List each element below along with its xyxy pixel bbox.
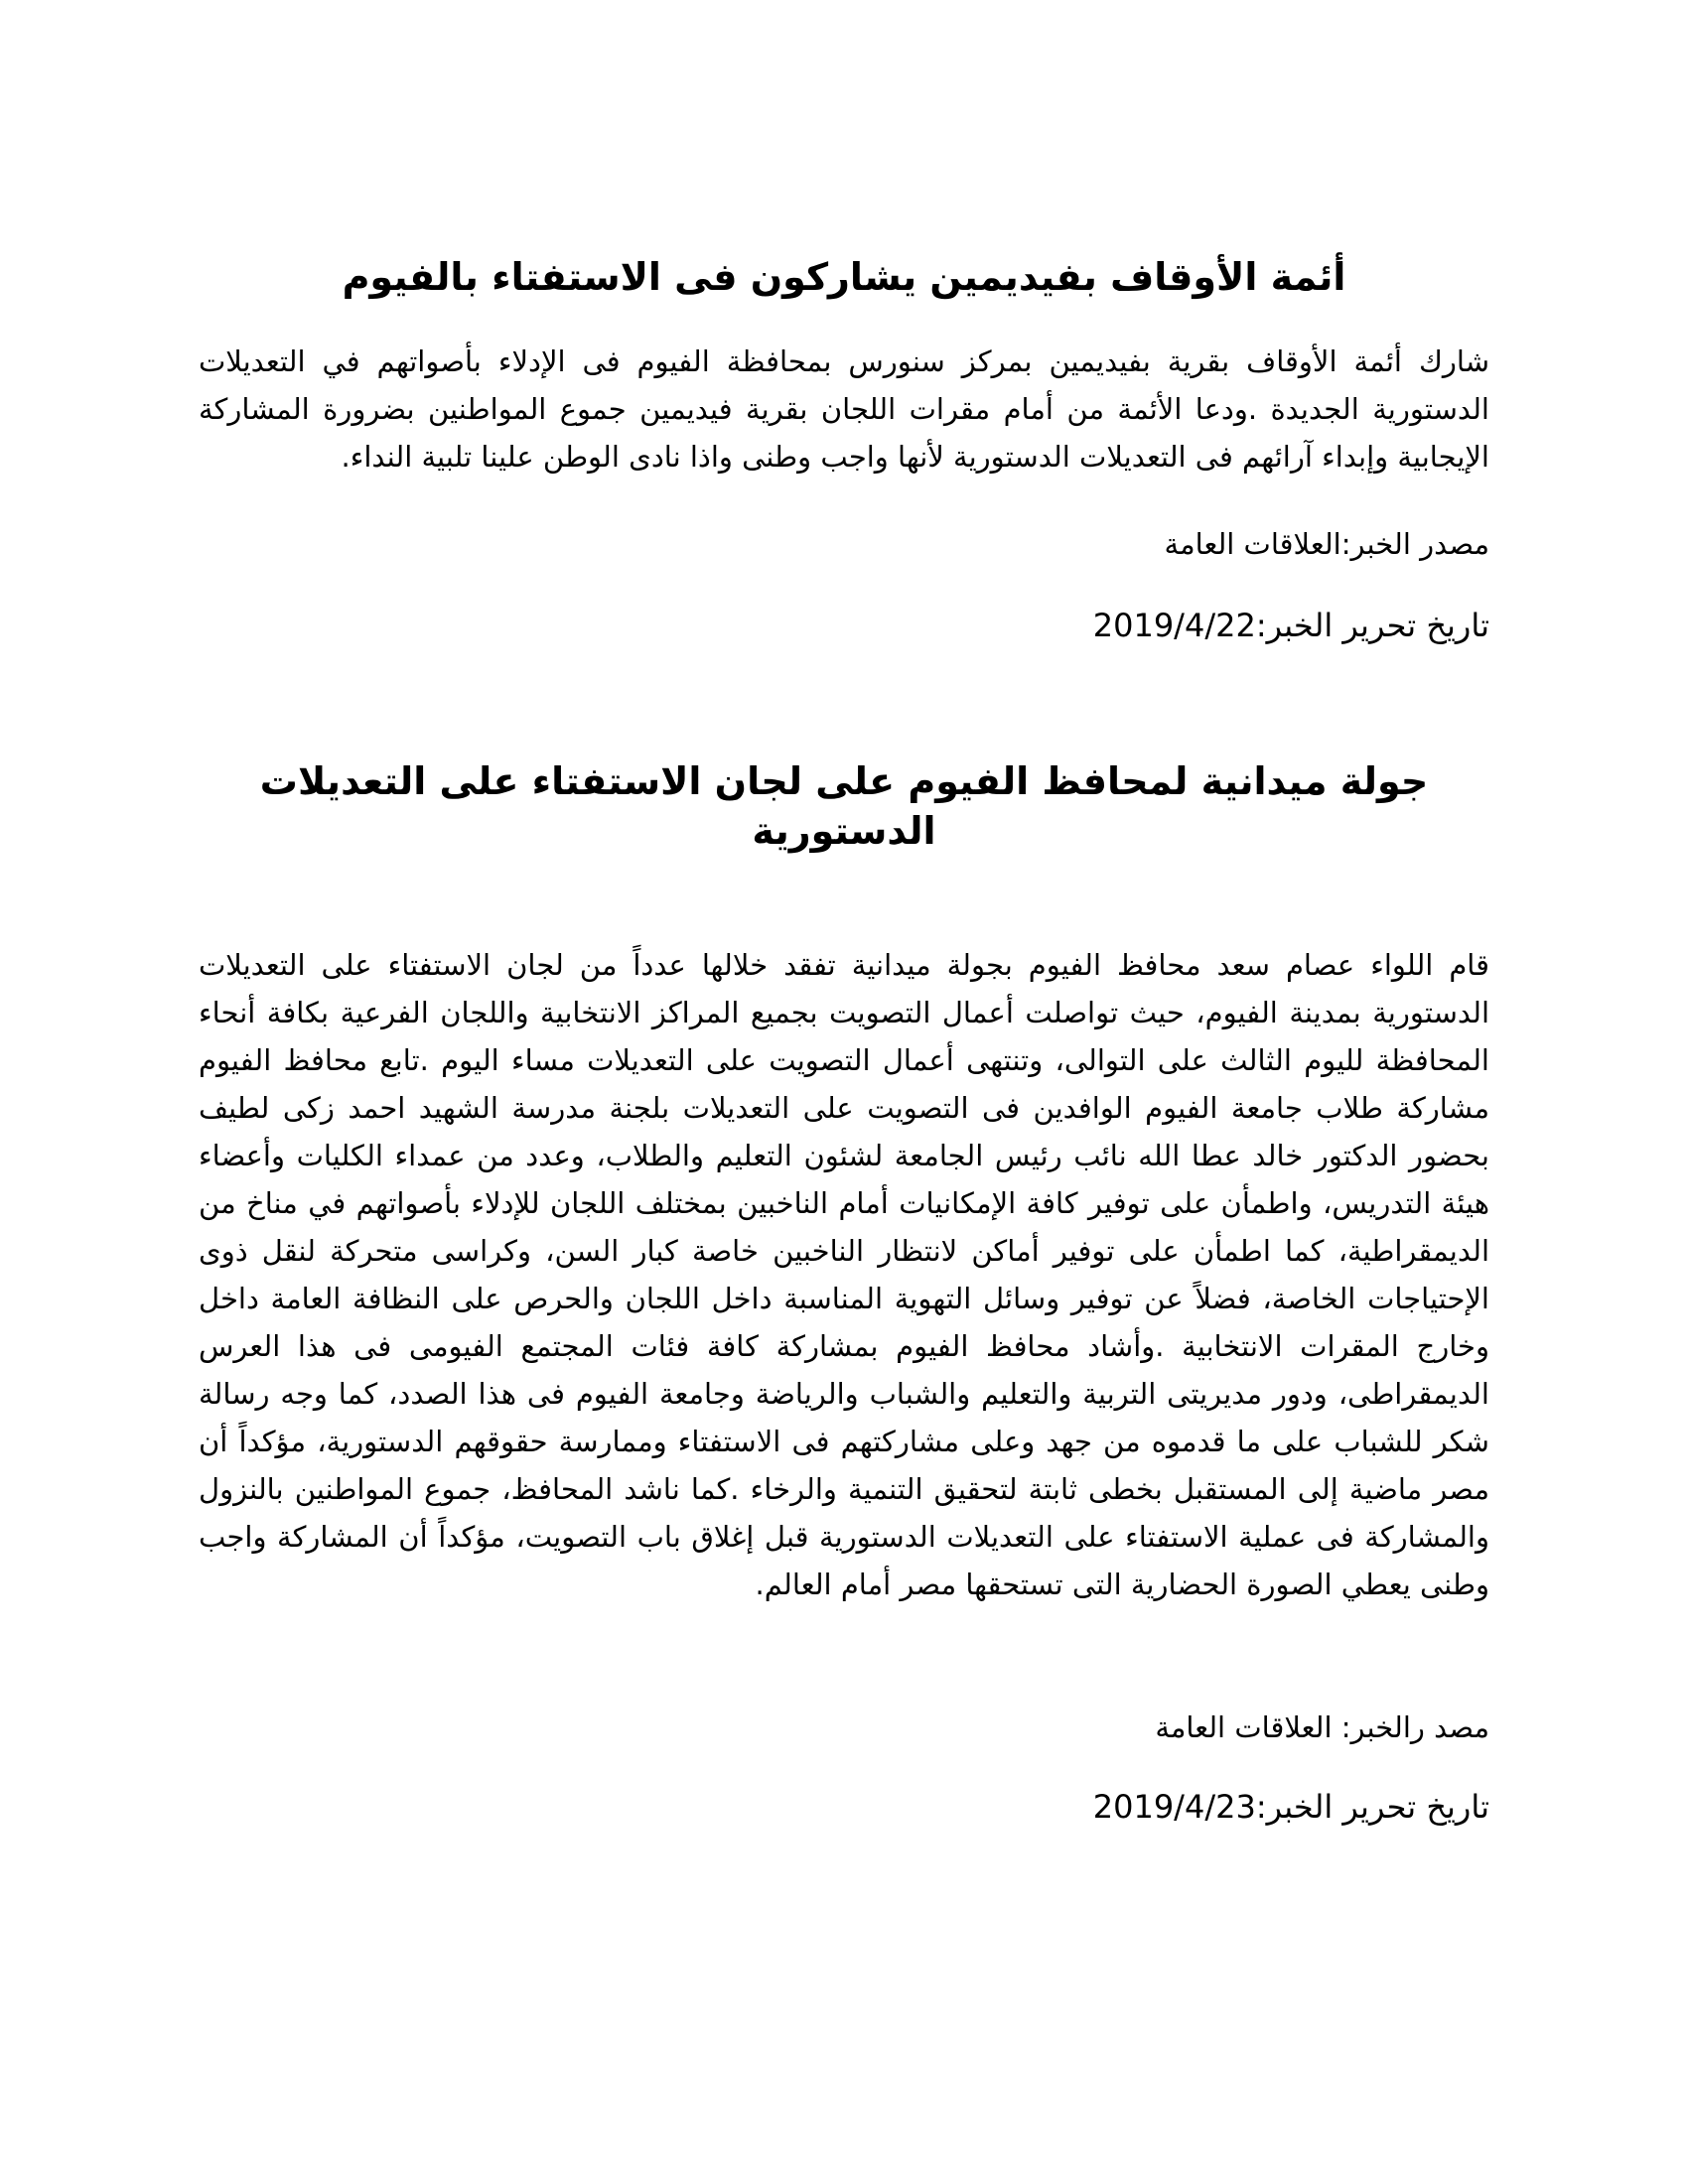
article-2-source: مصد رالخبر: العلاقات العامة	[1155, 1710, 1489, 1744]
article-1-date: تاريخ تحرير الخبر:2019/4/22	[1092, 607, 1489, 644]
article-2-title: جولة ميدانية لمحافظ الفيوم على لجان الاستفتاء على التعديلات الدستورية	[259, 759, 1429, 853]
article-1-body: شارك أئمة الأوقاف بقرية بفيديمين بمركز سنورس بمحافظة الفيوم فى الإدلاء بأصواتهم في التعديلات الدستورية الجديدة .ودعا الأئمة من أمام مقرات اللجان بقرية فيديمين جموع المواطنين بضرورة المشاركة الإيجابية وإبداء آرائهم فى التعديلات الدستورية لأنها واجب وطنى واذا نادى الوطن علينا تلبية النداء.	[199, 344, 1489, 474]
article-1-title: أئمة الأوقاف بفيديمين يشاركون فى الاستفتاء بالفيوم	[342, 255, 1346, 299]
article-1-source: مصدر الخبر:العلاقات العامة	[1164, 527, 1489, 561]
article-2-body: قام اللواء عصام سعد محافظ الفيوم بجولة ميدانية تفقد خلالها عدداً من لجان الاستفتاء على التعديلات الدستورية بمدينة الفيوم، حيث تواصلت أعمال التصويت بجميع المراكز الانتخابية واللجان الفرعية بكافة أنحاء المحافظة لليوم الثالث على التوالى، وتنتهى أعمال التصويت على التعديلات مساء اليوم .تابع محافظ الفيوم مشاركة طلاب جامعة الفيوم الوافدين فى التصويت على التعديلات بلجنة مدرسة الشهيد احمد زكى لطيف بحضور الدكتور خالد عطا الله نائب رئيس الجامعة لشئون التعليم والطلاب، وعدد من عمداء الكليات وأعضاء هيئة التدريس، واطمأن على توفير كافة الإمكانيات أمام الناخبين بمختلف اللجان للإدلاء بأصواتهم في مناخ من الديمقراطية، كما اطمأن على توفير أماكن لانتظار الناخبين خاصة كبار السن، وكراسى متحركة لنقل ذوى الإحتياجات الخاصة، فضلاً عن توفير وسائل التهوية المناسبة داخل اللجان والحرص على النظافة العامة داخل وخارج المقرات الانتخابية .وأشاد محافظ الفيوم بمشاركة كافة فئات المجتمع الفيومى فى هذا العرس الديمقراطى، ودور مديريتى التربية والتعليم والشباب والرياضة وجامعة الفيوم فى هذا الصدد، كما وجه رسالة شكر للشباب على ما قدموه من جهد وعلى مشاركتهم فى الاستفتاء وممارسة حقوقهم الدستورية، مؤكداً أن مصر ماضية إلى المستقبل بخطى ثابتة لتحقيق التنمية والرخاء .كما ناشد المحافظ، جموع المواطنين بالنزول والمشاركة فى عملية الاستفتاء على التعديلات الدستورية قبل إغلاق باب التصويت، مؤكداً أن المشاركة واجب وطنى يعطي الصورة الحضارية التى تستحقها مصر أمام العالم.	[199, 948, 1489, 1601]
article-2-date: تاريخ تحرير الخبر:2019/4/23	[1092, 1788, 1489, 1826]
